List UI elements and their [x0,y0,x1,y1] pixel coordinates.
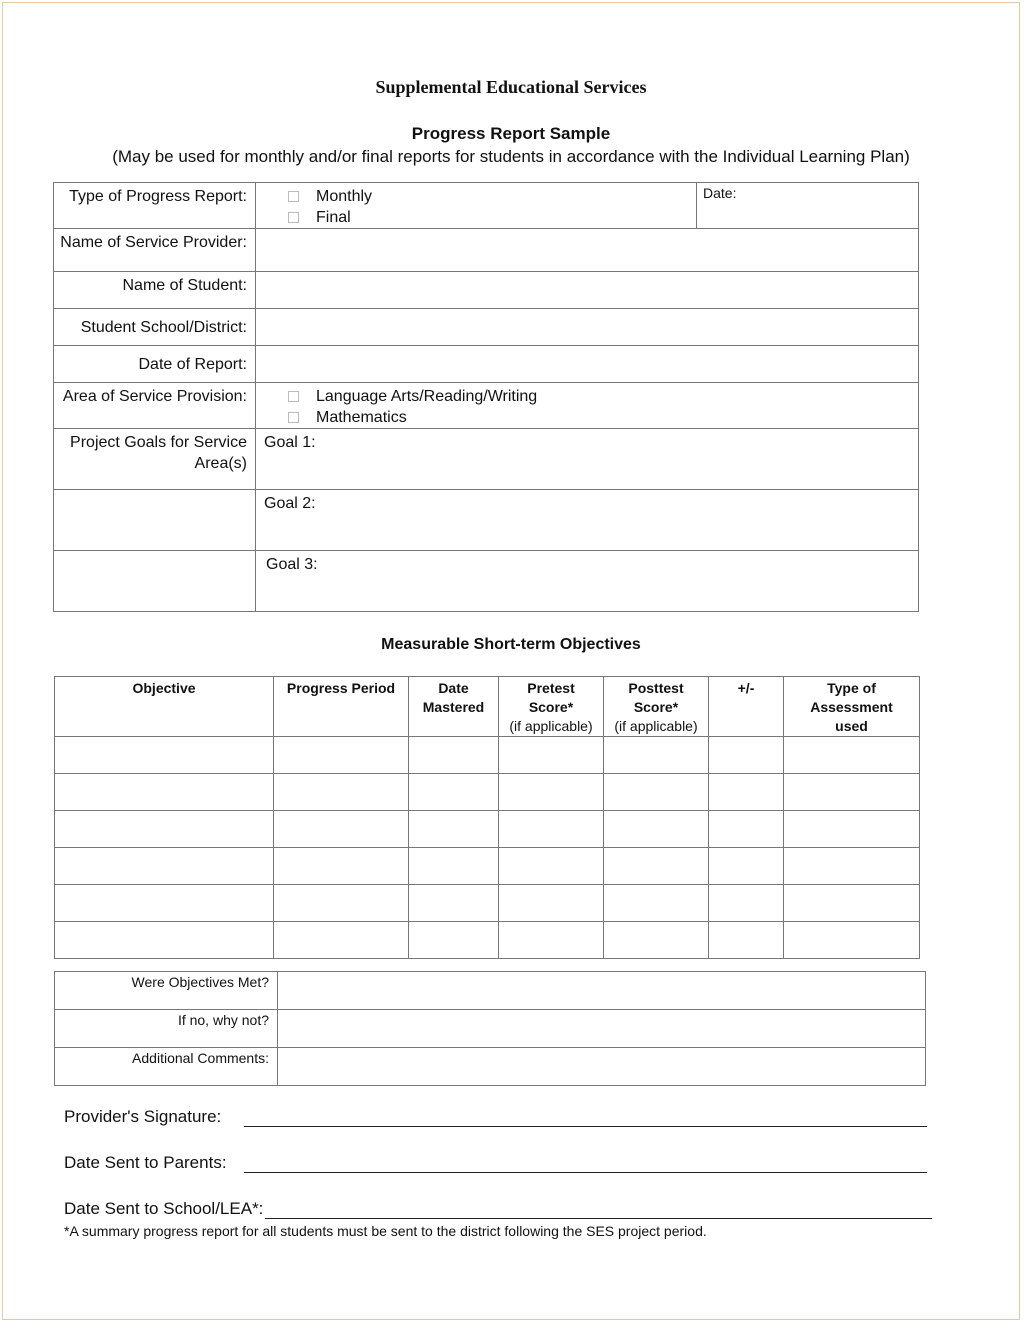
provider-field[interactable] [256,229,919,272]
table-cell[interactable] [499,885,604,922]
header-assessment-type: Type of Assessment used [784,677,920,737]
table-cell[interactable] [499,922,604,959]
objectives-met-field[interactable] [278,972,926,1010]
goal-3-label: Goal 3: [266,556,318,573]
provider-signature-row [64,1107,927,1127]
table-cell[interactable] [55,848,274,885]
table-cell[interactable] [784,885,920,922]
objectives-table [54,676,920,959]
header-date-mastered: Date Mastered [409,677,499,737]
type-options [256,183,697,229]
date-field[interactable] [697,183,919,229]
table-cell[interactable] [604,848,709,885]
objectives-met-table [54,971,926,1086]
table-cell[interactable] [604,737,709,774]
checkbox-mathematics[interactable] [288,412,299,423]
parents-date-label: Date Sent to Parents: [64,1153,227,1172]
checkbox-final[interactable] [288,212,299,223]
goal-1-field[interactable] [256,429,919,490]
report-date-field[interactable] [256,346,919,383]
table-cell[interactable] [784,811,920,848]
table-cell[interactable] [274,885,409,922]
goal-3-field[interactable] [256,551,919,612]
option-monthly[interactable] [256,186,688,207]
school-date-line[interactable] [265,1202,932,1219]
table-row [55,737,920,774]
goals-label: Project Goals for Service Area(s) [54,429,256,490]
table-cell[interactable] [709,922,784,959]
school-date-row [64,1199,932,1219]
checkbox-language-arts[interactable] [288,391,299,402]
table-row [55,848,920,885]
table-cell[interactable] [274,737,409,774]
header-progress-period: Progress Period [274,677,409,737]
table-cell[interactable] [409,922,499,959]
header-posttest-score: Posttest Score* (if applicable) [604,677,709,737]
option-language-arts[interactable] [256,386,910,407]
type-label: Type of Progress Report: [54,183,256,229]
date-label: Date: [703,185,737,201]
provider-signature-label: Provider's Signature: [64,1107,222,1126]
footnote: *A summary progress report for all students must be sent to the district following the SES project period. [64,1223,707,1239]
table-cell[interactable] [274,774,409,811]
table-cell[interactable] [709,848,784,885]
table-cell[interactable] [409,848,499,885]
option-final[interactable] [256,207,688,228]
goal-2-field[interactable] [256,490,919,551]
checkbox-monthly[interactable] [288,191,299,202]
table-cell[interactable] [604,922,709,959]
school-date-label: Date Sent to School/LEA*: [64,1199,264,1218]
why-not-label: If no, why not? [55,1010,278,1048]
table-cell[interactable] [499,774,604,811]
header-pretest-score: Pretest Score* (if applicable) [499,677,604,737]
table-row [55,922,920,959]
table-cell[interactable] [709,811,784,848]
table-cell[interactable] [604,811,709,848]
goal-1-label: Goal 1: [264,434,316,451]
form-page [2,2,1020,1320]
table-cell[interactable] [55,774,274,811]
table-cell[interactable] [55,922,274,959]
table-cell[interactable] [784,774,920,811]
table-cell[interactable] [274,922,409,959]
option-language-arts-label: Language Arts/Reading/Writing [316,388,538,405]
table-cell[interactable] [409,774,499,811]
table-cell[interactable] [604,774,709,811]
document-subtitle: Progress Report Sample [411,124,611,143]
table-cell[interactable] [709,885,784,922]
table-cell[interactable] [604,885,709,922]
table-row [55,774,920,811]
table-cell[interactable] [709,737,784,774]
option-mathematics-label: Mathematics [316,409,407,426]
option-monthly-label: Monthly [316,188,373,205]
table-cell[interactable] [274,848,409,885]
table-cell[interactable] [409,811,499,848]
table-cell[interactable] [409,737,499,774]
table-cell[interactable] [55,811,274,848]
table-cell[interactable] [784,737,920,774]
table-cell[interactable] [55,737,274,774]
area-options [256,383,919,429]
comments-label: Additional Comments: [55,1048,278,1086]
goal-2-label: Goal 2: [264,495,316,512]
goals-label-spacer [54,490,256,551]
option-final-label: Final [316,209,351,226]
table-row [55,811,920,848]
comments-field[interactable] [278,1048,926,1086]
table-cell[interactable] [409,885,499,922]
school-field[interactable] [256,309,919,346]
document-title: Supplemental Educational Services [375,77,647,97]
option-mathematics[interactable] [256,407,910,428]
provider-label: Name of Service Provider: [54,229,256,272]
parents-date-row [64,1153,927,1173]
report-info-table [53,182,919,612]
goals-label-spacer [54,551,256,612]
student-label: Name of Student: [54,272,256,309]
table-cell[interactable] [709,774,784,811]
provider-signature-line[interactable] [244,1110,927,1127]
student-field[interactable] [256,272,919,309]
table-cell[interactable] [784,848,920,885]
table-cell[interactable] [499,811,604,848]
objectives-met-label: Were Objectives Met? [55,972,278,1010]
table-cell[interactable] [55,885,274,922]
objectives-title: Measurable Short-term Objectives [381,636,641,653]
table-row [55,885,920,922]
parents-date-line[interactable] [244,1156,927,1173]
table-cell[interactable] [274,811,409,848]
header-objective: Objective [55,677,274,737]
school-label: Student School/District: [54,309,256,346]
table-cell[interactable] [784,922,920,959]
why-not-field[interactable] [278,1010,926,1048]
header-plus-minus: +/- [709,677,784,737]
document-note: (May be used for monthly and/or final reports for students in accordance with the Individual Learning Plan) [112,147,910,166]
area-label: Area of Service Provision: [54,383,256,429]
table-cell[interactable] [499,737,604,774]
table-cell[interactable] [499,848,604,885]
report-date-label: Date of Report: [54,346,256,383]
